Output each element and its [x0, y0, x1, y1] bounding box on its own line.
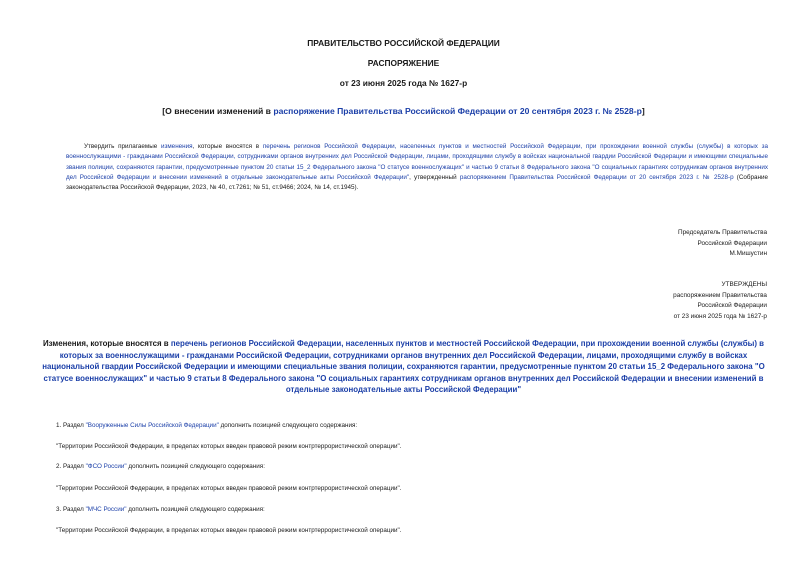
section-link[interactable]: "МЧС России" [85, 506, 127, 513]
item-number: 2. Раздел [56, 463, 86, 470]
approval-line: Российской Федерации [697, 302, 767, 309]
body-text: , которые вносятся в [192, 143, 263, 150]
signature-block [678, 228, 767, 260]
item-number: 1. Раздел [56, 422, 86, 429]
order-link[interactable]: распоряжением Правительства Российской Федерации от 20 сентября 2023 г. № 2528-р [459, 173, 734, 181]
subject-open: [О внесении изменений в [162, 106, 274, 116]
subject-link[interactable]: распоряжение Правительства Российской Федерации от 20 сентября 2023 г. № 2528-р [273, 106, 642, 116]
item-text: дополнить позицией следующего содержания: [218, 422, 358, 429]
approval-block [673, 280, 767, 322]
section-link[interactable]: "Вооруженные Силы Российской Федерации" [85, 422, 219, 429]
approval-line: распоряжением Правительства [673, 291, 767, 299]
item-number: 3. Раздел [56, 506, 86, 513]
approval-title: УТВЕРЖДЕНЫ [721, 281, 767, 288]
subject-close: ] [641, 106, 645, 116]
main-paragraph [66, 142, 768, 193]
changes-title [40, 338, 767, 396]
list-item [56, 506, 265, 513]
list-item [56, 422, 357, 429]
section-link[interactable]: "ФСО России" [85, 463, 127, 470]
government-heading: ПРАВИТЕЛЬСТВО РОССИЙСКОЙ ФЕДЕРАЦИИ [307, 38, 500, 48]
changes-link[interactable]: изменения [160, 143, 193, 150]
signature-org: Российской Федерации [697, 239, 767, 247]
body-text: , утвержденный [409, 173, 460, 181]
body-text: Утвердить прилагаемые [84, 143, 161, 150]
item-quote: "Территории Российской Федерации, в пределах которых введен правовой режим контртеррористической операции". [56, 527, 402, 534]
document-date-number: от 23 июня 2025 года № 1627-р [339, 78, 468, 88]
item-text: дополнить позицией следующего содержания: [126, 506, 265, 513]
list-item [56, 463, 265, 470]
regions-list-link[interactable]: перечень регионов Российской Федерации, населенных пунктов и местностей Российской Федерации, при прохождении военной службы (службы) в которых за военнослужащими - гражданами Российской Федерации, сотрудниками органов внутренних дел Российской Федерации, лицами, проходящими службу в войсках национальной гвардии Российской Федерации и имеющими специальные звания полиции, сохраняются гарантии, предусмотренные пунктом 20 статьи 15_2 Федерального закона "О статусе военнослужащих" и частью 9 статьи 8 Федерального закона "О социальных гарантиях сотрудникам органов внутренних дел Российской Федерации и внесении изменений в отдельные законодательные акты Российской Федерации" [66, 143, 769, 181]
item-quote: "Территории Российской Федерации, в пределах которых введен правовой режим контртеррористической операции". [56, 443, 402, 450]
signature-position: Председатель Правительства [678, 229, 767, 236]
item-quote: "Территории Российской Федерации, в пределах которых введен правовой режим контртеррористической операции". [56, 485, 402, 492]
document-type: РАСПОРЯЖЕНИЕ [367, 58, 440, 68]
signature-name: М.Мишустин [729, 250, 767, 257]
item-text: дополнить позицией следующего содержания: [126, 463, 265, 470]
changes-title-prefix: Изменения, которые вносятся в [42, 339, 171, 348]
approval-date: от 23 июня 2025 года № 1627-р [673, 312, 767, 320]
changes-title-link[interactable]: перечень регионов Российской Федерации, населенных пунктов и местностей Российской Федерации, при прохождении военной службы (службы) в которых за военнослужащими - гражданами Российской Федерации, сотрудниками органов внутренних дел Российской Федерации, лицами, проходящими службу в войсках национальной гвардии Российской Федерации и имеющими специальные звания полиции, сохраняются гарантии, предусмотренные пунктом 20 статьи 15_2 Федерального закона "О статусе военнослужащих" и частью 9 статьи 8 Федерального закона "О социальных гарантиях сотрудникам органов внутренних дел Российской Федерации и внесении изменений в отдельные законодательные акты Российской Федерации" [42, 339, 765, 395]
body-text: (Собрание законодательства Российской Федерации, 2023, № 40, ст.7261; № 51, ст.9466; 2024, № 14, ст.1945). [66, 173, 768, 192]
document-subject [0, 106, 807, 116]
